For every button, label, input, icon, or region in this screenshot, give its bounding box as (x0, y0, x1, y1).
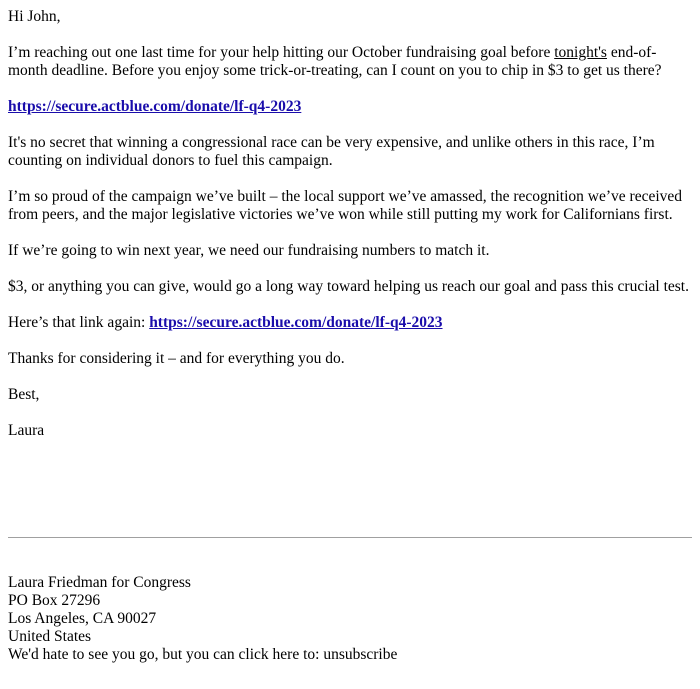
intro-paragraph (8, 44, 692, 80)
donate-link-again[interactable]: https://secure.actblue.com/donate/lf-q4-2023 (149, 314, 443, 331)
footer-address-line2: Los Angeles, CA 90027 (8, 610, 157, 627)
greeting: Hi John, (8, 8, 61, 25)
paragraph-proud: I’m so proud of the campaign we’ve built – the local support we’ve amassed, the recognition we’ve received from peers, and the major legislative victories we’ve won while still putting my work for Californians first. (8, 188, 683, 223)
donate-link[interactable]: https://secure.actblue.com/donate/lf-q4-2023 (8, 98, 302, 115)
footer-country: United States (8, 628, 92, 645)
link-again-paragraph (8, 314, 692, 332)
signature: Laura (8, 422, 45, 439)
signoff: Best, (8, 386, 40, 403)
donate-link-paragraph (8, 98, 692, 116)
paragraph-ask: $3, or anything you can give, would go a long way toward helping us reach our goal and pass this crucial test. (8, 278, 689, 295)
footer (8, 574, 692, 664)
unsubscribe-text[interactable]: We'd hate to see you go, but you can click here to: unsubscribe (8, 646, 398, 663)
link-again-prefix: Here’s that link again: (8, 314, 150, 331)
footer-org: Laura Friedman for Congress (8, 574, 191, 591)
paragraph-thanks: Thanks for considering it – and for everything you do. (8, 350, 345, 367)
paragraph-cost: It's no secret that winning a congressional race can be very expensive, and unlike others in this race, I’m counting on individual donors to fuel this campaign. (8, 134, 655, 169)
paragraph-win: If we’re going to win next year, we need our fundraising numbers to match it. (8, 242, 490, 259)
email-content (8, 8, 692, 458)
tonight-underlined: tonight's (554, 44, 607, 61)
intro-text-2: end-of-month deadline. Before you enjoy some trick-or-treating, can I count on you to chip in $3 to get us there? (8, 44, 662, 79)
footer-divider (8, 537, 692, 538)
intro-text-1: I’m reaching out one last time for your help hitting our October fundraising goal before (8, 44, 555, 61)
footer-address-line1: PO Box 27296 (8, 592, 101, 609)
